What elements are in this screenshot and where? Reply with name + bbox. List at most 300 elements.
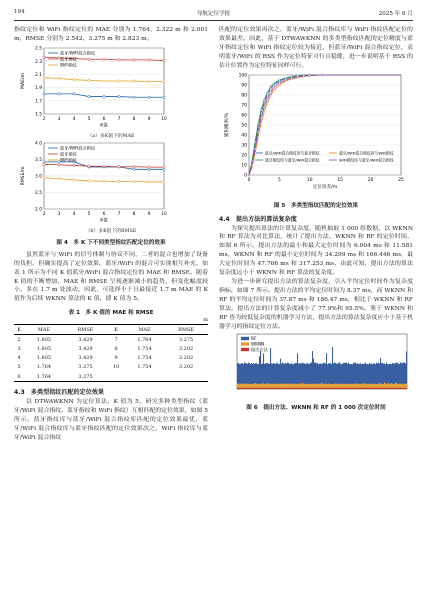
data-point [263,106,265,108]
series-bar [316,388,317,389]
legend-label: 蓝牙/WiFi混合指纹 [60,50,96,56]
series-bar [402,388,403,389]
series-bar [268,388,269,389]
legend-label: WiFi指纹 [60,62,77,68]
series-bar [310,388,311,389]
series-bar [401,388,402,389]
series-bar [253,388,254,389]
legend-label: 蓝牙指纹 [60,56,77,62]
series-bar [378,388,379,389]
legend-label: WiFi指纹库与蓝牙/WiFi混合指纹 [339,157,394,163]
data-point [88,58,90,60]
series-bar [314,388,315,389]
series-bar [397,388,398,389]
series-bar [264,388,265,389]
series-bar [301,388,302,389]
series-bar [285,388,286,389]
series-bar [354,388,355,389]
series-bar [330,388,331,389]
data-point [43,56,45,58]
x-tick-label: 9 [147,211,151,217]
series-bar [374,388,375,389]
data-point [321,74,323,76]
series-bar [265,388,266,389]
x-tick-label: 10 [161,211,167,217]
series-bar [249,388,250,389]
x-tick-label: 5 [87,116,91,122]
y-tick-label: 40 [241,133,247,139]
legend-label: 蓝牙/WiFi混合指纹 [60,145,96,151]
data-point [266,92,268,94]
table-cell: 6 [17,373,21,380]
legend-label: 蓝牙/WiFi混合指纹库与WiFi指纹 [339,150,394,156]
series-bar [290,388,291,389]
col-mae-2: MAE [125,325,164,335]
series-bar [298,388,299,389]
y-tick-label: 60 [241,113,247,119]
series-bar [282,388,283,389]
data-point [257,123,259,125]
issue-date: 2025 年 6 月 [378,11,413,17]
series-bar [259,388,260,389]
paragraph-3: 以 DTWAWKNN 为定位算法，K 值为 5，研究多种类型指纹（蓝牙/WiFi 混合指纹、蓝牙指纹和 WiFi 指纹）互相匹配的定位效果，如图 5 所示。蓝牙指纹库与蓝牙/WiFi 混合指纹库匹配的定位效果最优，蓝牙/WiFi 混合指纹库与蓝牙指纹匹配的定位效果次之，WiFi 指纹库与蓝牙/WiFi 混合指纹 [14,399,208,441]
data-point [260,109,262,111]
figure-5 [219,71,413,209]
series-bar [367,388,368,390]
y-axis-label: 累积概率/% [225,112,230,137]
y-tick-label: 3.0 [35,174,42,180]
y-tick-label: 50 [241,123,247,129]
y-tick-label: 1.7 [35,99,42,105]
data-point [118,165,120,167]
table-cell: 3.429 [78,346,93,353]
series-bar [332,347,333,389]
x-tick-label: 0 [247,177,251,183]
series-bar [240,388,241,389]
chart-rmse [14,139,208,223]
table-1-caption: 表 1 多 K 值的 MAE 和 RMSE [68,310,154,317]
series-bar [326,354,327,390]
series-bar [379,388,380,389]
page-header [14,8,413,21]
series-bar [295,388,296,390]
series-bar [362,388,363,389]
series-bar [287,388,288,389]
series-bar [338,388,339,389]
series-bar [380,388,381,389]
series-bar [336,388,337,389]
data-point [73,92,75,94]
table-cell [164,372,208,382]
data-point [118,58,120,60]
data-point [73,164,75,166]
x-tick-label: 8 [132,116,136,122]
intro-paragraph: 指纹定位和 WiFi 指纹定位的 MAE 分别为 1.764、2.322 m 和 2.001 m，RMSE 分别为 2.542、3.275 m 和 2.823 m。 [14,27,208,42]
data-point [118,180,120,182]
table-cell: 4 [17,355,21,362]
table-cell: 3 [17,346,21,353]
data-point [133,180,135,182]
figure-4-caption: 图 4 多 K 下不同类型指纹匹配定位的效果 [56,239,166,246]
x-axis-label: K值 [100,218,108,223]
data-point [88,165,90,167]
series-bar [347,388,348,389]
table-cell: 1.764 [36,373,52,380]
data-point [58,77,60,79]
data-point [103,95,105,97]
data-point [148,80,150,82]
series-bar [353,388,354,389]
series-bar [283,388,284,389]
series-bar [398,388,399,389]
series-bar [392,388,393,389]
series-bar [277,388,278,389]
series-bar [286,388,287,389]
table-row [14,363,208,372]
y-tick-label: 3.5 [35,157,42,163]
right-paragraph-2: 为探究提出算法的计算复杂度，随机抽取 1 000 组数据，以 WKNN 和 RF 算法为对比算法，统计了提出方法、WKNN 和 RF 的定位时间，如图 6 所示。提出方法的最小和最大定位时间为 6.004 ms 和 11.581 ms，WKNN 和 RF 的最小定位时间为 34.299 ms 和 166.446 ms，最大定位时间为 47.706 ms 和 317.253 ms，由此可知，提出方法的算法复杂度远小于 WKNN 和 RF 算法的复杂度。 [219,225,413,277]
series-bar [361,388,362,389]
series-bar [288,388,289,389]
series-bar [345,388,346,389]
series-bar [351,388,352,389]
series-bar [269,388,270,390]
x-tick-label: 3 [57,116,61,122]
series-bar [263,388,264,389]
y-tick-label: 20 [241,153,247,159]
series-bar [267,388,268,389]
series-bar [329,388,330,389]
series-bar [322,388,323,389]
series-bar [399,388,400,389]
series-bar [271,388,272,389]
series-bar [376,388,377,389]
y-tick-label: 70 [241,103,247,109]
series-bar [359,388,360,389]
series-bar [244,388,245,389]
series-bar [384,388,385,389]
y-tick-label: 4.0 [35,141,42,147]
table-row [14,372,208,382]
series-bar [246,388,247,389]
data-point [58,177,60,179]
series-bar [238,388,239,389]
table-row [14,344,208,353]
series-bar [270,388,271,389]
data-point [118,95,120,97]
series-bar [369,388,370,389]
series-bar [255,388,256,389]
col-rmse-2: RMSE [164,325,208,335]
section-4-4-title: 4.4 提出方法的算法复杂度 [219,215,297,223]
data-point [148,58,150,60]
series-bar [247,388,248,389]
series-bar [357,388,358,389]
x-tick-label: 4 [72,211,76,217]
data-point [88,79,90,81]
x-tick-label: 6 [102,211,106,217]
series-bar [289,388,290,389]
series-bar [403,388,404,389]
series-bar [293,388,294,389]
data-point [73,179,75,181]
data-point [103,58,105,60]
legend-label: 蓝牙指纹库与蓝牙/WiFi混合指纹 [265,157,320,163]
table-cell: 1.754 [137,346,152,353]
data-point [73,78,75,80]
x-tick-label: 3 [57,211,61,217]
data-point [297,75,299,77]
legend-label: 蓝牙/WiFi混合指纹库与蓝牙指纹 [265,150,320,156]
data-point [103,165,105,167]
x-tick-label: 15 [337,177,343,183]
table-cell: 3.275 [78,364,93,371]
series-bar [346,388,347,389]
y-tick-label: 80 [241,93,247,99]
series-bar [335,388,336,389]
data-point [269,95,271,97]
y-axis-label: RMSE/m [21,166,26,186]
series-bar [339,388,340,389]
y-axis-label: MAE/m [21,72,26,89]
table-cell: 10 [112,364,120,371]
series-bar [325,388,326,389]
chart-time [219,331,413,395]
series-bar [302,388,303,389]
data-point [148,96,150,98]
data-point [133,58,135,60]
series-bar [394,388,395,389]
y-tick-label: 2.5 [35,190,42,196]
y-tick-label: 1.9 [35,86,42,92]
series-bar [258,388,259,389]
series-bar [334,388,335,389]
series-bar [383,388,384,389]
table-row [14,354,208,363]
series-bar [260,388,261,389]
section-4-3-title: 4.3 多类型指纹匹配的定位效果 [14,389,105,397]
data-point [43,92,45,94]
table-cell: 1.805 [36,346,52,353]
x-tick-label: 8 [132,211,136,217]
series-bar [366,388,367,389]
data-point [291,77,293,79]
data-point [248,174,250,176]
series-bar [252,388,253,389]
data-point [278,84,280,86]
series-bar [360,388,361,389]
data-point [118,80,120,82]
x-tick-label: 2 [42,211,46,217]
series-bar [375,388,376,389]
series-bar [292,388,293,389]
table-cell: 3.429 [78,355,93,362]
y-tick-label: 30 [241,143,247,149]
series-bar [352,388,353,389]
table-cell: 3.202 [178,364,194,371]
table-cell: 3.275 [78,373,93,380]
series-bar [284,388,285,389]
data-point [257,131,259,133]
series-bar [248,388,249,389]
data-point [284,79,286,81]
paragraph-2: 虽然蓝牙与 WiFi 的信号体制与协议不同，二者的混合也增加了设备的负担，但确实提高了定位效果。蓝牙/WiFi 的混合可实现相互补充，如表 1 所示为不同 K 值蓝牙/WiFi 混合指纹定位的 MAE 和 RMSE。随着 K 值的不断增加，MAE 和 RMSE 呈现逐渐减小的趋势，但变化幅度较小，多在 1.7 m 处波动，因此，可选择小于且最接近 1.7 m MAE 的 K 值作为后续 WKNN 算法的 K 值，即 K 值为 5。 [14,251,208,303]
series-bar [388,388,389,389]
series-bar [356,388,357,389]
series-bar [364,388,365,389]
series-bar [304,388,305,389]
left-column [14,26,208,443]
data-point [103,180,105,182]
y-tick-label: 0 [244,173,247,179]
legend-label: WiFi指纹 [60,157,77,163]
series-bar [365,388,366,389]
series-bar [342,388,343,389]
y-tick-label: 90 [241,83,247,89]
data-point [148,166,150,168]
series-bar [309,388,310,389]
series-bar [333,388,334,389]
data-point [278,82,280,84]
series-bar [313,388,314,389]
table-cell: 7 [114,336,118,343]
series-bar [348,388,349,389]
series-bar [400,388,401,389]
series-bar [308,388,309,389]
table-cell: 1.754 [137,355,152,362]
data-point [254,141,256,143]
data-point [133,80,135,82]
series-bar [406,388,407,389]
data-point [272,87,274,89]
series-bar [326,388,327,389]
series-bar [389,388,390,389]
y-tick-label: 2.1 [35,72,42,78]
series-bar [260,351,261,389]
series-bar [331,388,332,389]
table-cell: 3.202 [178,346,194,353]
series-bar [349,388,350,389]
figure-4 [14,44,208,246]
series-bar [370,388,371,389]
series-bar [385,388,386,389]
series-bar [377,388,378,389]
series-bar [405,388,406,389]
data-point [133,96,135,98]
data-point [254,148,256,150]
fig4a-subcaption: （a）多K值下的MAE [87,133,135,139]
series-bar [373,388,374,389]
series-bar [291,388,292,389]
series-bar [278,388,279,389]
data-point [272,83,274,85]
series-bar [344,388,345,389]
series-bar [237,388,238,389]
series-bar [406,352,407,390]
col-rmse: RMSE [64,325,108,335]
series-bar [312,388,313,389]
table-cell: 9 [114,355,118,362]
legend-label: RF [251,336,257,342]
series-bar [297,388,298,389]
data-point [163,166,165,168]
series-bar [315,388,316,389]
table-cell: 3.429 [78,336,93,343]
y-tick-label: 10 [241,163,247,169]
table-cell: 1.764 [137,336,152,343]
series-bar [272,388,273,389]
x-tick-label: 6 [102,116,106,122]
table-cell [125,372,164,382]
x-tick-label: 10 [307,177,313,183]
series-bar [311,388,312,389]
y-tick-label: 1.5 [35,112,42,118]
y-tick-label: 2.0 [35,207,42,213]
page-number: 194 [14,9,25,15]
series-bar [372,388,373,389]
series-bar [243,388,244,389]
series-bar [254,388,255,389]
data-point [133,168,135,170]
table-cell: 2 [17,336,21,343]
right-paragraph-1: 匹配的定位效果再次之，蓝牙/WiFi 混合指纹库与 WiFi 指纹匹配定位的效果最差。因此，基于 DTWAWKNN 的多类型指纹匹配的定位精度与蓝牙指纹定位和 WiFi 指纹定位较为接近，但蓝牙/WiFi 混合指纹定位，表明蓝牙/WiFi 的 RSS 作为定位特征可行且稳健，进一步说明基于 RSS 的估计位置作为定位特征同样可行。 [219,27,413,69]
data-point [309,74,311,76]
data-point [163,96,165,98]
series-bar [341,388,342,389]
legend-swatch [241,337,249,340]
series-bar [318,388,319,389]
right-column [219,26,413,416]
data-point [163,181,165,183]
x-axis-label: 定位误差/m [312,184,338,190]
y-tick-label: 100 [238,73,247,79]
series-bar [371,388,372,389]
series-bar [395,388,396,389]
y-tick-label: 2.3 [35,59,42,65]
fig4b-subcaption: （b）多K值下的RMSE [85,228,137,234]
data-point [263,111,265,113]
table-cell: 3.275 [178,336,194,343]
series-bar [256,388,257,389]
series-bar [343,388,344,389]
x-tick-label: 20 [367,177,374,183]
data-point [269,92,271,94]
series-bar [261,388,262,389]
series-bar [404,388,405,389]
data-point [58,92,60,94]
legend-label: 提出方法 [251,347,268,353]
x-axis-label: K值 [100,123,108,128]
series-bar [321,388,322,389]
table-cell: 1.764 [36,364,52,371]
series-bar [274,388,275,389]
series-bar [262,388,263,389]
data-point [266,102,268,104]
series-bar [273,388,274,389]
series-bar [275,388,276,389]
table-header-row [14,325,208,335]
series-bar [337,388,338,389]
chart-mae [14,44,208,128]
series-bar [305,388,306,389]
x-tick-label: 9 [147,116,151,122]
series-bar [390,388,391,389]
figure-6-caption: 图 6 提出方法、WKNN 和 RF 的 1 000 次定位时间 [246,405,386,412]
series-bar [312,351,313,389]
x-tick-label: 10 [161,116,167,122]
series-bar [280,388,281,389]
y-tick-label: 2.5 [35,46,42,52]
